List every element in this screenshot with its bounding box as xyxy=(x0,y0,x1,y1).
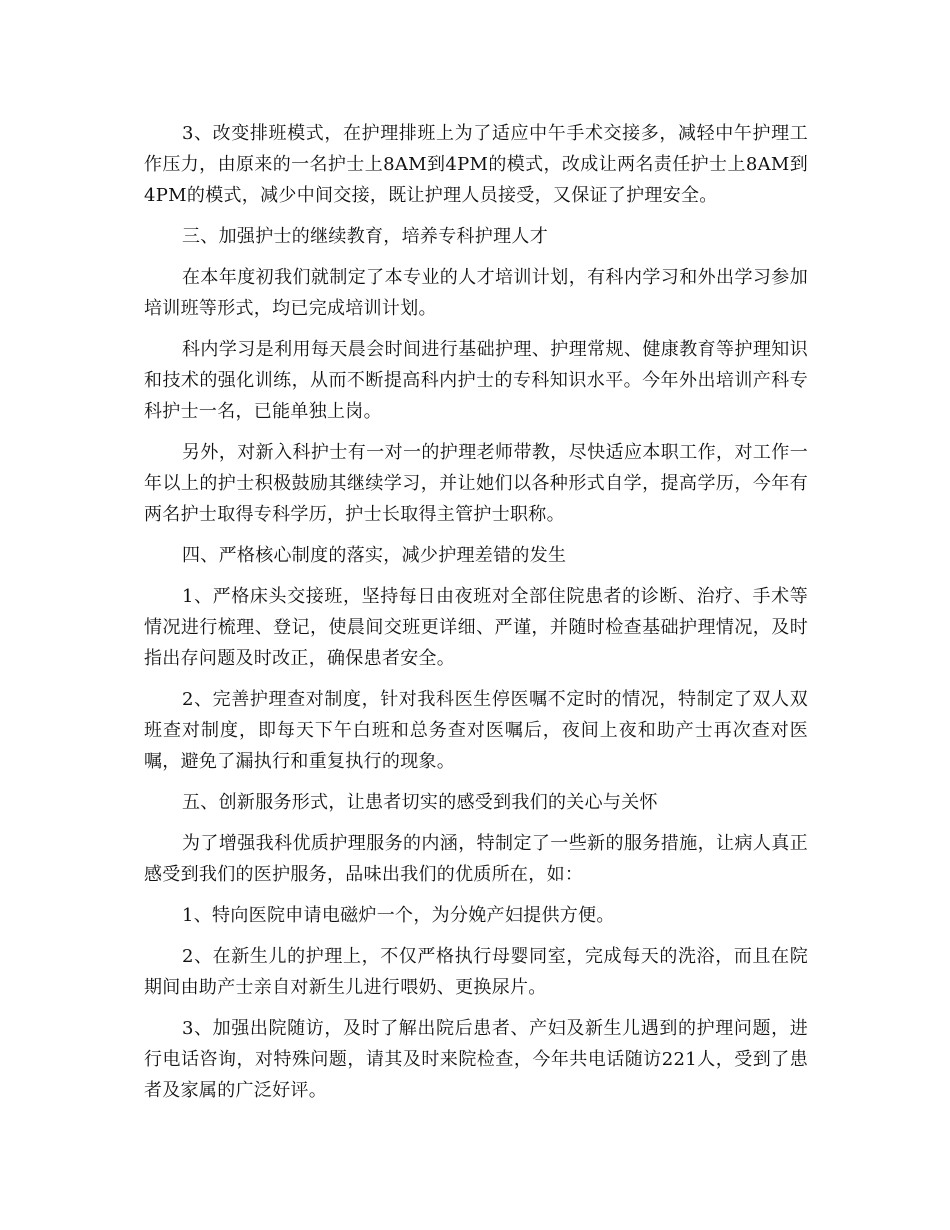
paragraph-service-measures: 为了增强我科优质护理服务的内涵，特制定了一些新的服务措施，让病人真正感受到我们的医护服务，品味出我们的优质所在，如： xyxy=(144,833,808,885)
paragraph-internal-study: 科内学习是利用每天晨会时间进行基础护理、护理常规、健康教育等护理知识和技术的强化训练，从而不断提高科内护士的专科知识水平。今年外出培训产科专科护士一名，已能单独上岗。 xyxy=(144,339,808,422)
paragraph-training-plan: 在本年度初我们就制定了本专业的人才培训计划，有科内学习和外出学习参加培训班等形式，均已完成培训计划。 xyxy=(144,267,808,319)
document-body xyxy=(144,118,808,1116)
heading-continuing-education: 三、加强护士的继续教育，培养专科护理人才 xyxy=(182,226,548,247)
paragraph-discharge-followup: 3、加强出院随访，及时了解出院后患者、产妇及新生儿遇到的护理问题，进行电话咨询，对特殊问题，请其及时来院检查，今年共电话随访221人，受到了患者及家属的广泛好评。 xyxy=(144,1018,808,1101)
paragraph-newborn-care: 2、在新生儿的护理上，不仅严格执行母婴同室，完成每天的洗浴，而且在院期间由助产士亲自对新生儿进行喂奶、更换尿片。 xyxy=(144,946,808,998)
paragraph-verification-system: 2、完善护理查对制度，针对我科医生停医嘱不定时的情况，特制定了双人双班查对制度，即每天下午白班和总务查对医嘱后，夜间上夜和助产士再次查对医嘱，避免了漏执行和重复执行的现象。 xyxy=(144,689,808,772)
heading-service-innovation: 五、创新服务形式，让患者切实的感受到我们的关心与关怀 xyxy=(182,792,658,813)
paragraph-shift-schedule: 3、改变排班模式，在护理排班上为了适应中午手术交接多，减轻中午护理工作压力，由原来的一名护士上8AM到4PM的模式，改成让两名责任护士上8AM到4PM的模式，减少中间交接，既让护理人员接受，又保证了护理安全。 xyxy=(144,123,808,206)
heading-core-system: 四、严格核心制度的落实，减少护理差错的发生 xyxy=(182,545,567,566)
paragraph-new-nurse-mentoring: 另外，对新入科护士有一对一的护理老师带教，尽快适应本职工作，对工作一年以上的护士积极鼓励其继续学习，并让她们以各种形式自学，提高学历，今年有两名护士取得专科学历，护士长取得主管护士职称。 xyxy=(144,442,808,525)
paragraph-induction-cooker: 1、特向医院申请电磁炉一个，为分娩产妇提供方便。 xyxy=(182,905,615,926)
paragraph-bedside-handover: 1、严格床头交接班，坚持每日由夜班对全部住院患者的诊断、治疗、手术等情况进行梳理、登记，使晨间交班更详细、严谨，并随时检查基础护理情况，及时指出存问题及时改正，确保患者安全。 xyxy=(144,586,808,669)
